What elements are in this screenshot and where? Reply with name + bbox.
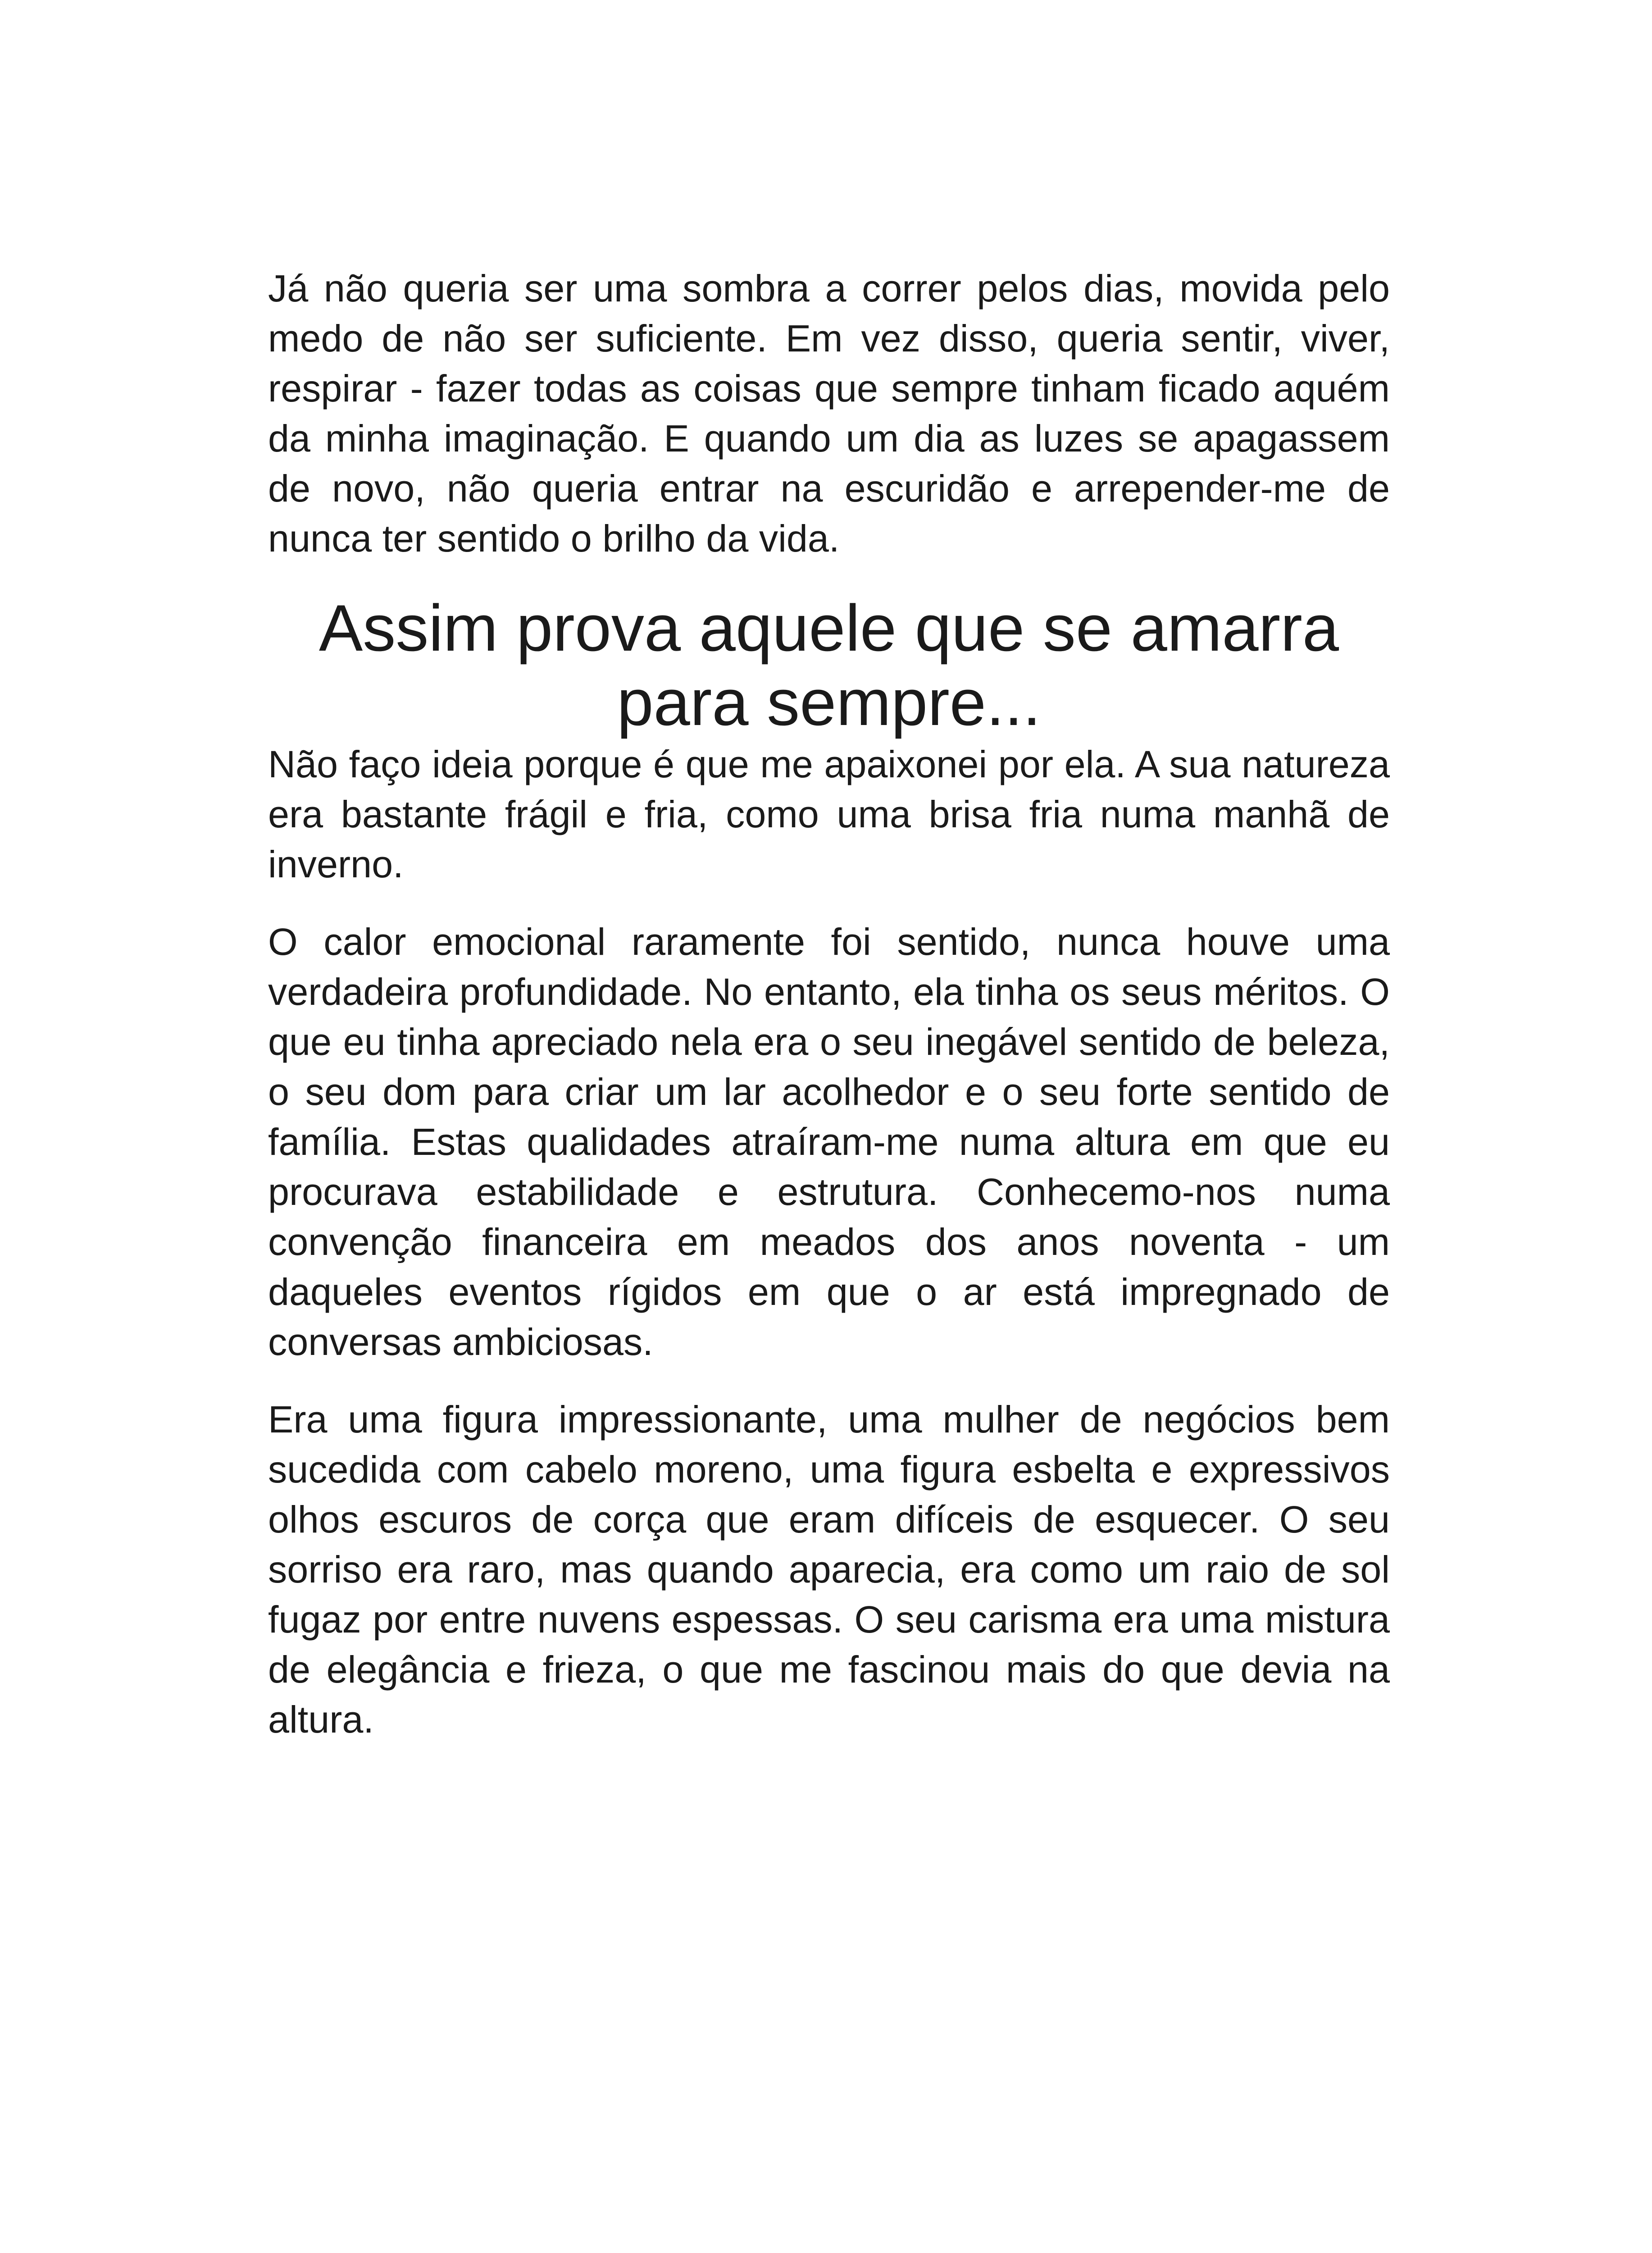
page-content (268, 264, 1390, 1745)
paragraph-2: Não faço ideia porque é que me apaixonei por ela. A sua natureza era bastante frágil e fria, como uma brisa fria numa manhã de inverno. (268, 743, 1390, 885)
section-heading: Assim prova aquele que se amarra para sempre... (319, 591, 1339, 739)
paragraph-3: O calor emocional raramente foi sentido, nunca houve uma verdadeira profundidade. No entanto, ela tinha os seus méritos. O que eu tinha apreciado nela era o seu inegável sentido de beleza, o seu dom para criar um lar acolhedor e o seu forte sentido de família. Estas qualidades atraíram-me numa altura em que eu procurava estabilidade e estrutura. Conhecemo-nos numa convenção financeira em meados dos anos noventa - um daqueles eventos rígidos em que o ar está impregnado de conversas ambiciosas. (268, 921, 1390, 1363)
paragraph-4: Era uma figura impressionante, uma mulher de negócios bem sucedida com cabelo moreno, uma figura esbelta e expressivos olhos escuros de corça que eram difíceis de esquecer. O seu sorriso era raro, mas quando aparecia, era como um raio de sol fugaz por entre nuvens espessas. O seu carisma era uma mistura de elegância e frieza, o que me fascinou mais do que devia na altura. (268, 1398, 1390, 1741)
paragraph-1: Já não queria ser uma sombra a correr pelos dias, movida pelo medo de não ser suficiente. Em vez disso, queria sentir, viver, respirar - fazer todas as coisas que sempre tinham ficado aquém da minha imaginação. E quando um dia as luzes se apagassem de novo, não queria entrar na escuridão e arrepender-me de nunca ter sentido o brilho da vida. (268, 267, 1390, 560)
